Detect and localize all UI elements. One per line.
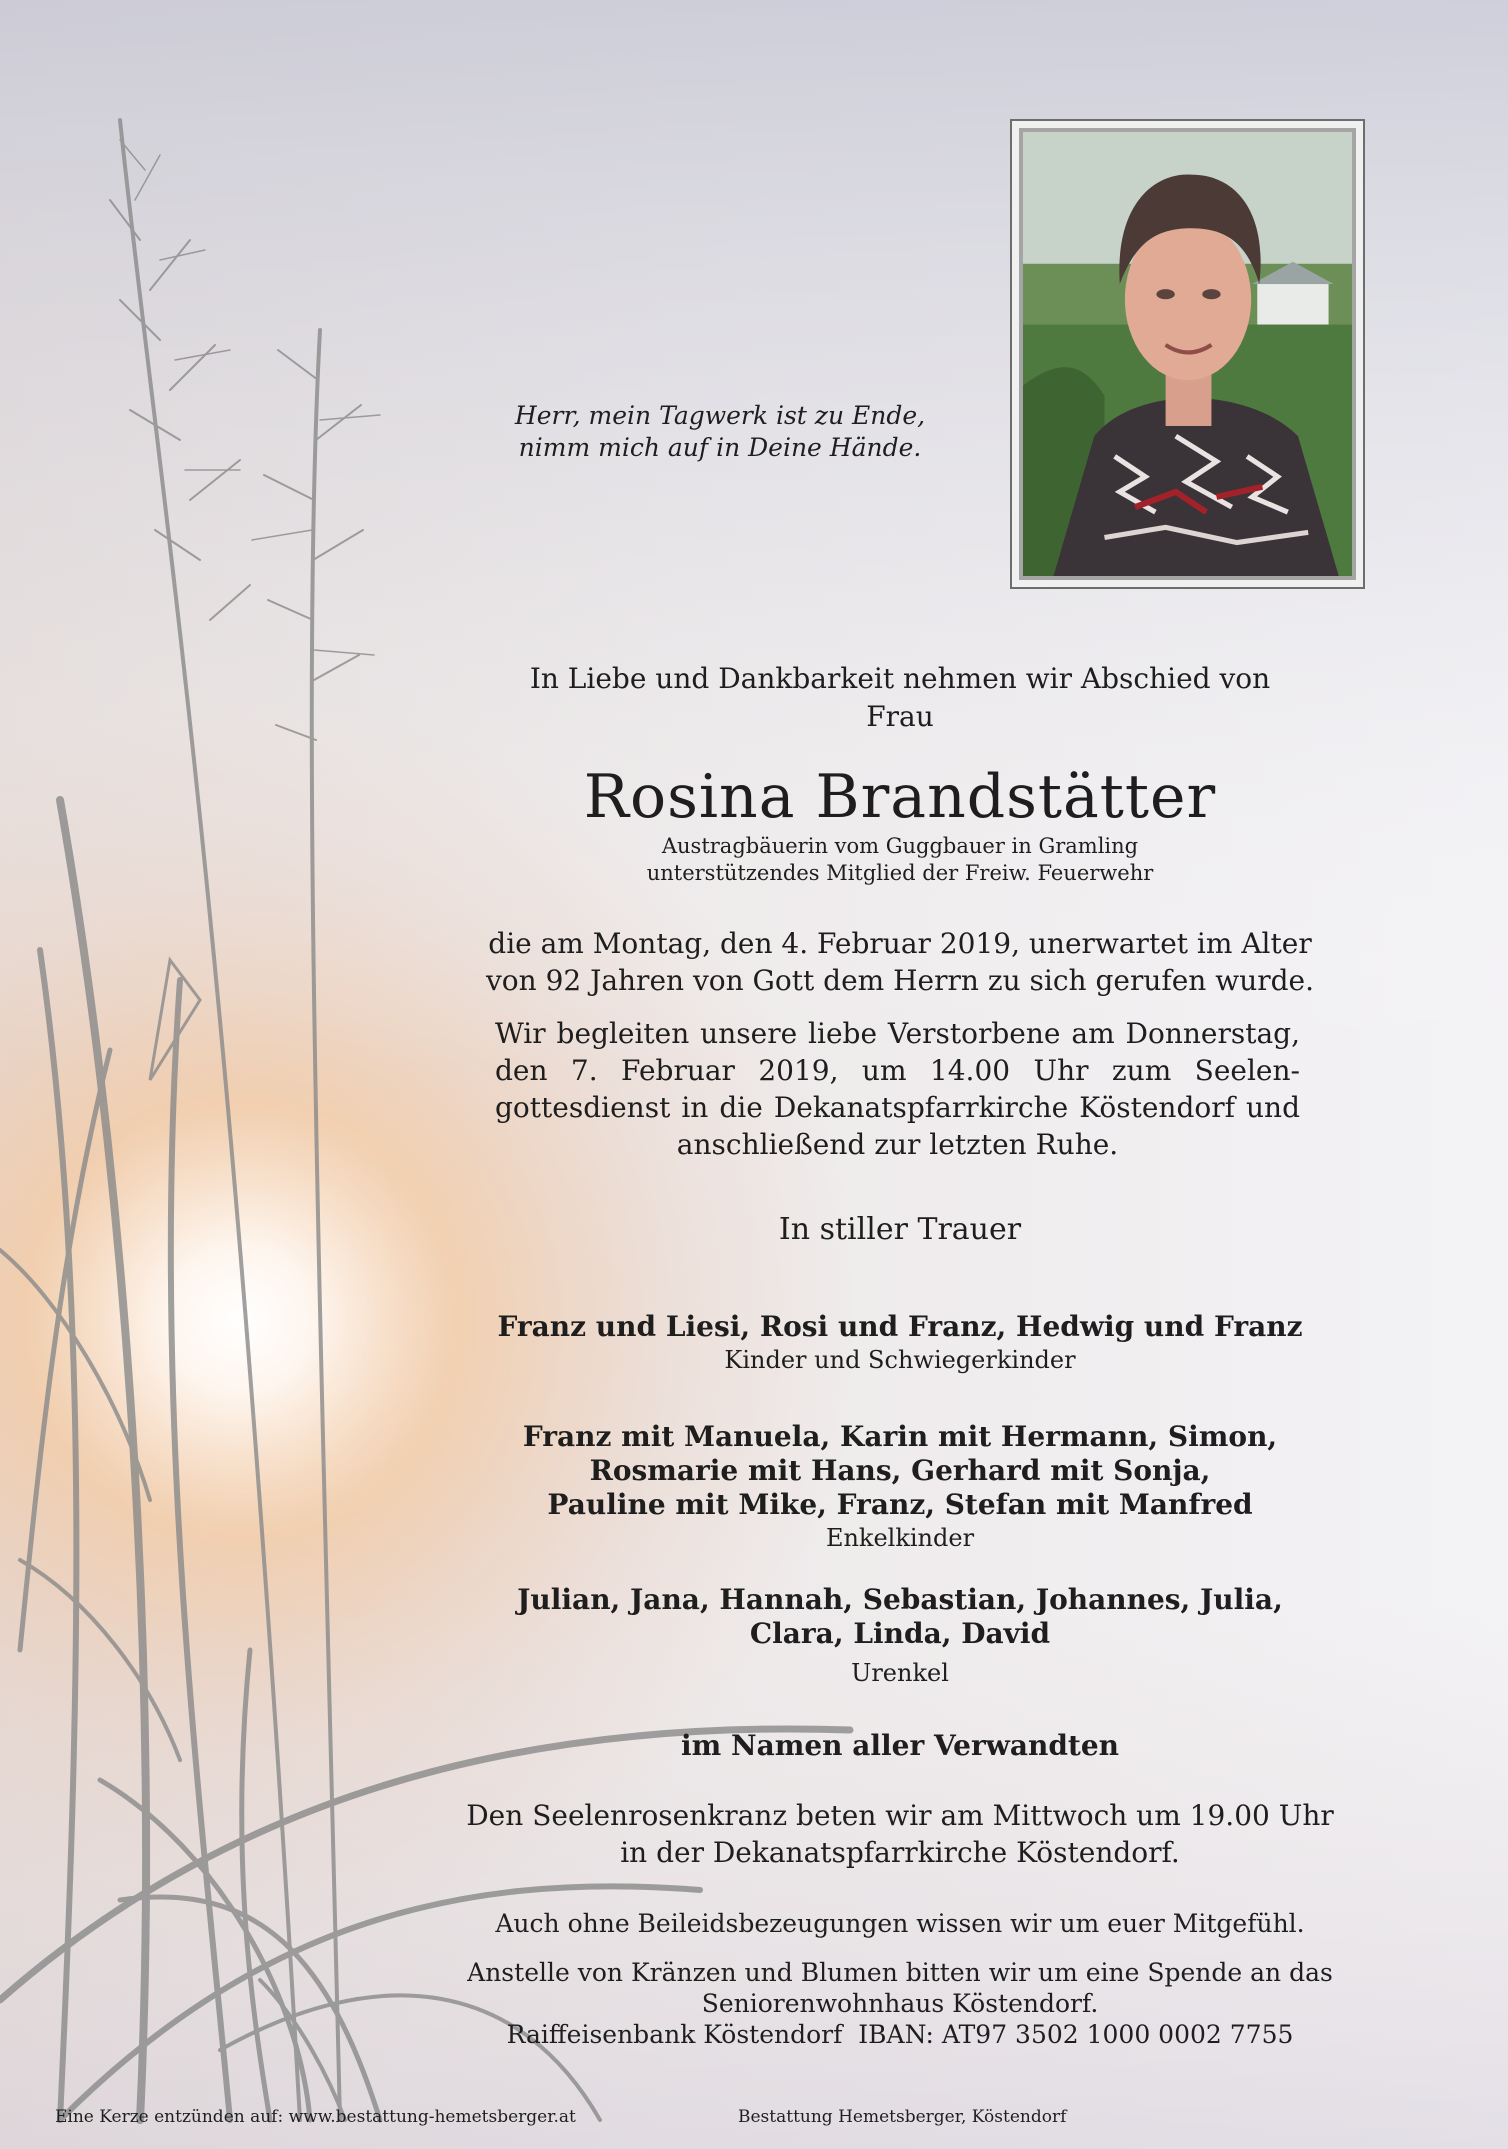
rosary-line-1: Den Seelenrosenkranz beten wir am Mittwoch um 19.00 Uhr xyxy=(466,1799,1334,1832)
condolences-note: Auch ohne Beileidsbezeugungen wissen wir um euer Mitgefühl. xyxy=(495,1909,1305,1938)
great-grandchildren-line-2: Clara, Linda, David xyxy=(749,1617,1051,1650)
grandchildren-line-2: Rosmarie mit Hans, Gerhard mit Sonja, xyxy=(589,1454,1211,1487)
donation-line-3: Raiffeisenbank Köstendorf IBAN: AT97 3502 1000 0002 7755 xyxy=(506,2020,1294,2049)
great-grandchildren-group xyxy=(410,1583,1390,1689)
grandchildren-line-1: Franz mit Manuela, Karin mit Hermann, Simon, xyxy=(522,1420,1278,1453)
intro-line-2: Frau xyxy=(866,700,934,733)
death-announcement xyxy=(460,925,1340,999)
footer-funeral-home: Bestattung Hemetsberger, Köstendorf xyxy=(738,2107,1067,2127)
donation-line-2: Seniorenwohnhaus Köstendorf. xyxy=(701,1989,1099,2018)
children-names: Franz und Liesi, Rosi und Franz, Hedwig und Franz xyxy=(497,1310,1303,1343)
rosary-info xyxy=(410,1797,1390,1871)
funeral-service-info xyxy=(495,1015,1300,1163)
service-line-1: Wir begleiten unsere liebe Verstorbene am Donnerstag, xyxy=(495,1017,1300,1050)
donation-line-1: Anstelle von Kränzen und Blumen bitten wir um eine Spende an das xyxy=(467,1958,1333,1987)
footer-candle-link[interactable]: Eine Kerze entzünden auf: www.bestattung-hemetsberger.at xyxy=(55,2107,576,2127)
relatives-line: im Namen aller Verwandten xyxy=(680,1729,1120,1762)
service-line-4: anschließend zur letzten Ruhe. xyxy=(676,1128,1119,1161)
service-line-2: den 7. Februar 2019, um 14.00 Uhr zum Seelen- xyxy=(495,1054,1300,1087)
portrait-photo xyxy=(1019,128,1356,580)
grandchildren-relation: Enkelkinder xyxy=(825,1524,975,1552)
portrait-frame xyxy=(1010,119,1365,589)
deceased-name: Rosina Brandstätter xyxy=(583,762,1217,832)
grandchildren-line-3: Pauline mit Mike, Franz, Stefan mit Manfred xyxy=(547,1488,1253,1521)
service-line-3: gottesdienst in die Dekanatspfarrkirche Köstendorf und xyxy=(495,1091,1300,1124)
verse-line-2: nimm mich auf in Deine Hände. xyxy=(518,433,922,462)
donation-info xyxy=(410,1957,1390,2050)
announcement-line-1: die am Montag, den 4. Februar 2019, unerwartet im Alter xyxy=(488,927,1312,960)
rosary-line-2: in der Dekanatspfarrkirche Köstendorf. xyxy=(620,1836,1180,1869)
bible-verse xyxy=(470,400,970,464)
farewell-intro xyxy=(460,660,1340,736)
grandchildren-group xyxy=(410,1420,1390,1554)
intro-line-1: In Liebe und Dankbarkeit nehmen wir Abschied von xyxy=(529,662,1271,695)
children-group xyxy=(410,1310,1390,1376)
role-line-1: Austragbäuerin vom Guggbauer in Gramling xyxy=(661,834,1139,858)
role-line-2: unterstützendes Mitglied der Freiw. Feuerwehr xyxy=(646,861,1154,885)
great-grandchildren-relation: Urenkel xyxy=(851,1659,949,1687)
deceased-roles xyxy=(460,833,1340,887)
children-relation: Kinder und Schwiegerkinder xyxy=(724,1346,1076,1374)
verse-line-1: Herr, mein Tagwerk ist zu Ende, xyxy=(514,401,926,430)
announcement-line-2: von 92 Jahren von Gott dem Herrn zu sich gerufen wurde. xyxy=(485,964,1315,997)
mourning-heading: In stiller Trauer xyxy=(778,1212,1022,1247)
great-grandchildren-line-1: Julian, Jana, Hannah, Sebastian, Johannes, Julia, xyxy=(517,1583,1283,1616)
